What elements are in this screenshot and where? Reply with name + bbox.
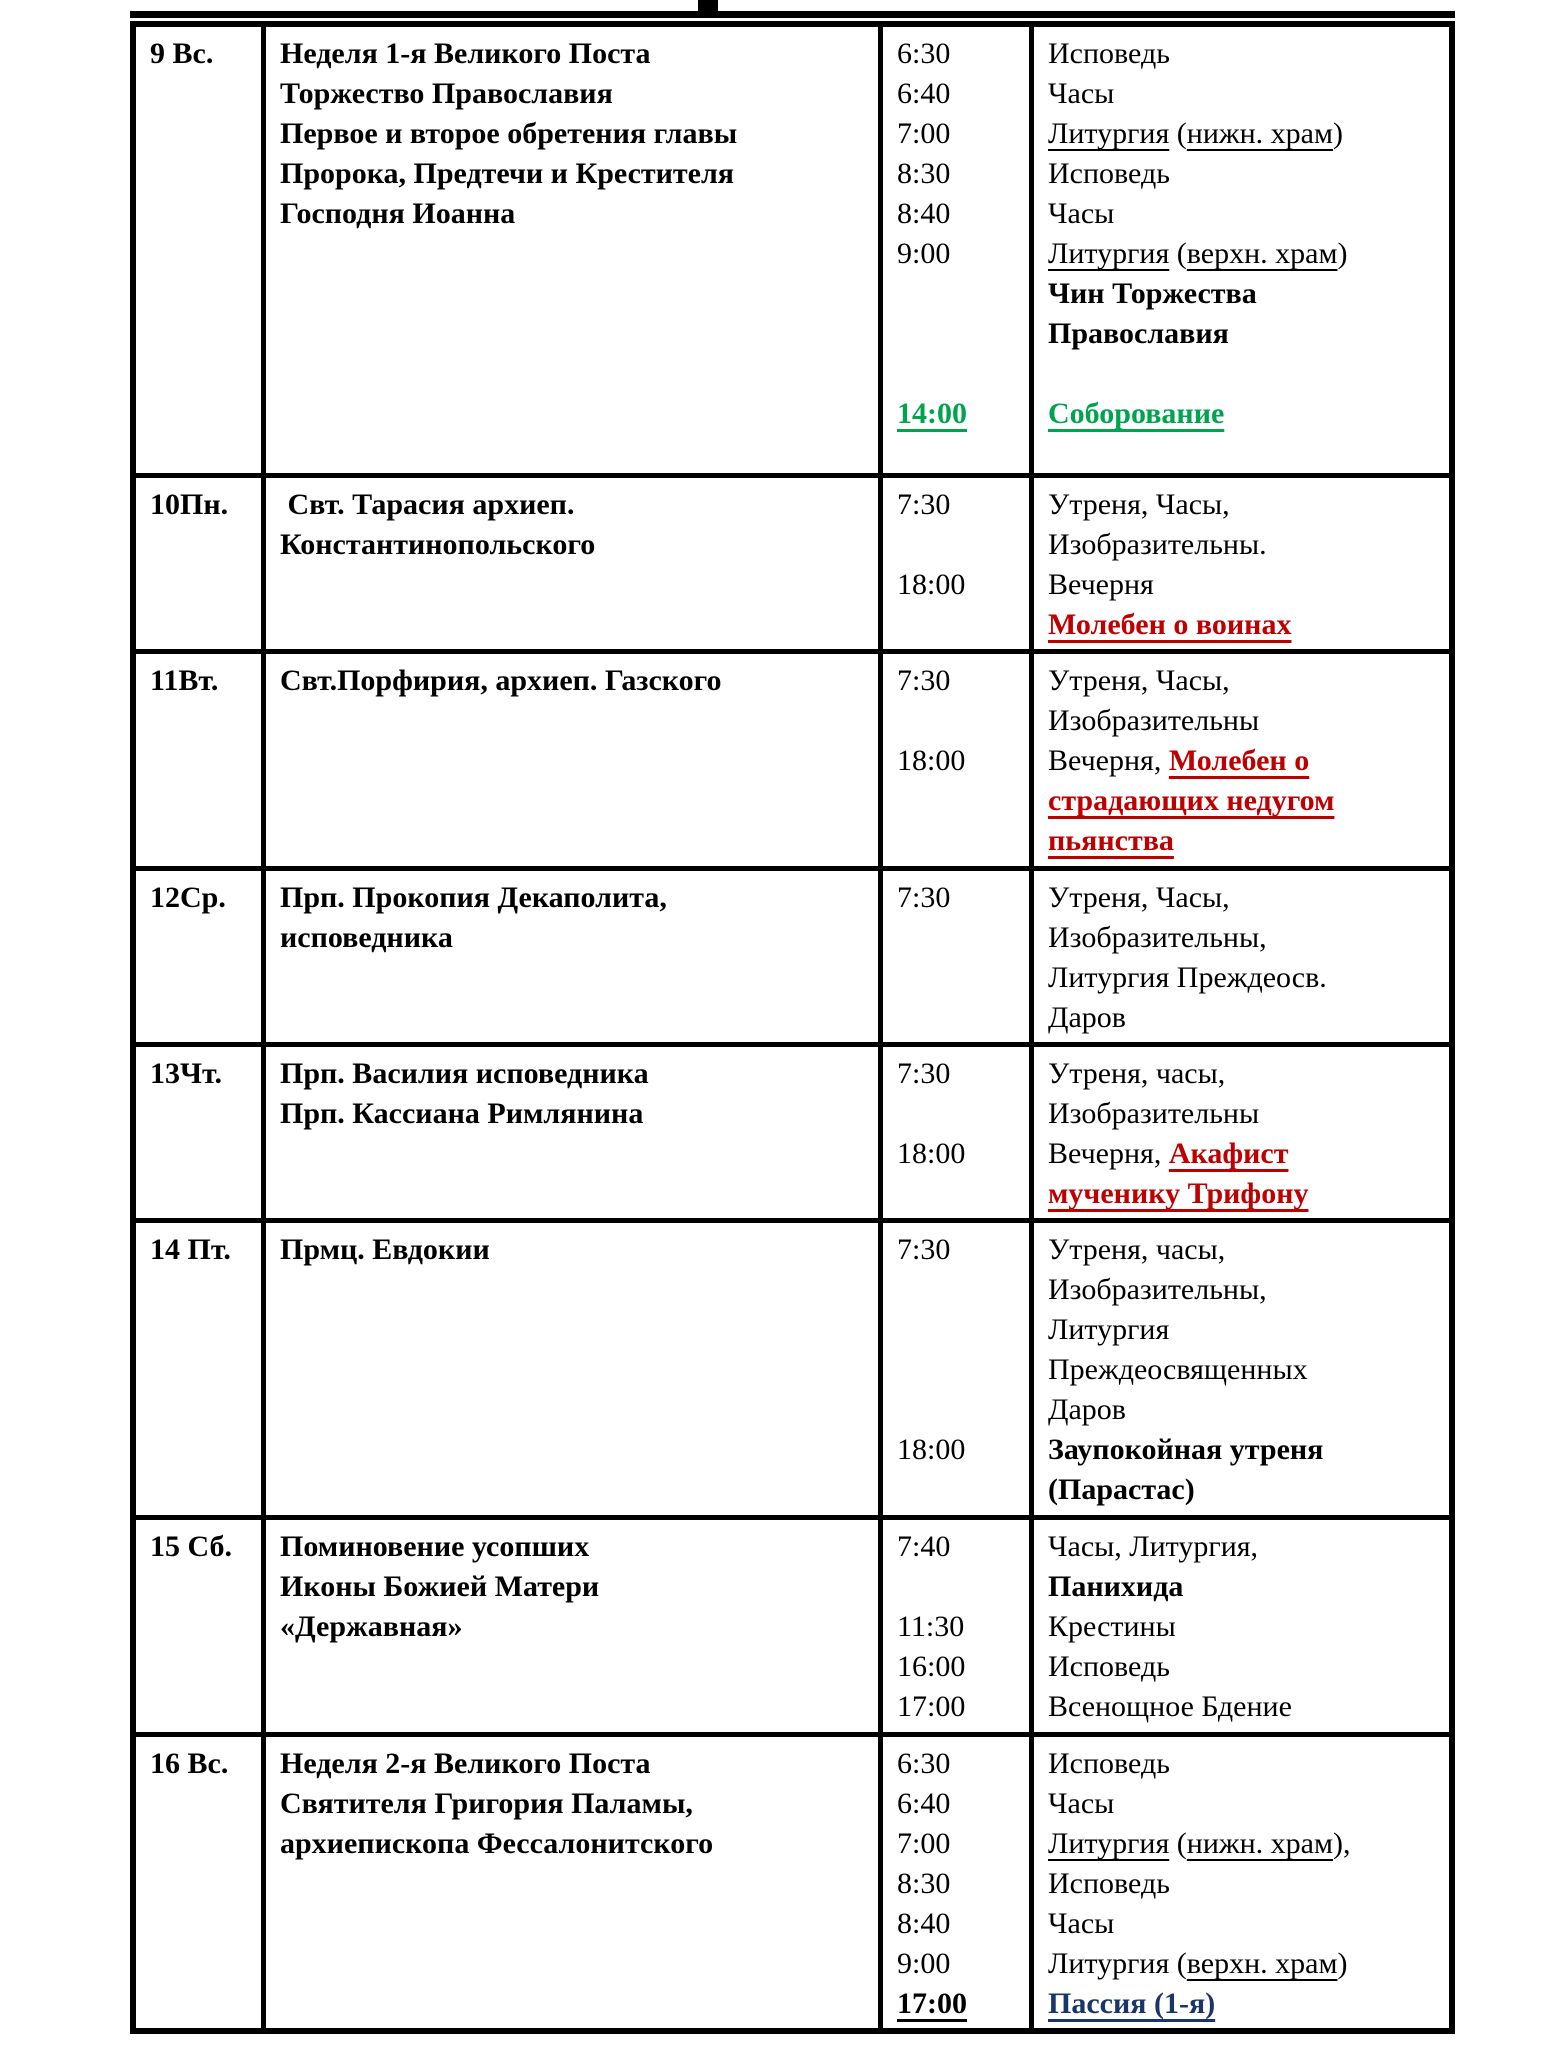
service-line bbox=[1048, 1784, 1441, 1824]
services-cell bbox=[1029, 1737, 1449, 2028]
service-line bbox=[1048, 1310, 1441, 1350]
time-value bbox=[897, 821, 1021, 861]
time-value bbox=[897, 114, 1021, 154]
service-line bbox=[1048, 1094, 1441, 1134]
times-cell bbox=[878, 654, 1029, 866]
services-cell bbox=[1029, 1223, 1449, 1515]
text-run: 9:00 bbox=[897, 1947, 951, 1980]
text-run: Молебен о bbox=[1168, 744, 1310, 777]
service-line bbox=[1048, 1647, 1441, 1687]
service-line bbox=[1048, 1350, 1441, 1390]
text-run: 17:00 bbox=[897, 1987, 967, 2020]
time-value bbox=[897, 394, 1021, 434]
text-run: ) bbox=[1332, 117, 1343, 150]
time-value bbox=[897, 661, 1021, 701]
time-value bbox=[897, 1174, 1021, 1214]
schedule-row bbox=[136, 1732, 1449, 2028]
text-run: Исповедь bbox=[1048, 1747, 1170, 1780]
service-line bbox=[1048, 661, 1441, 701]
time-value bbox=[897, 194, 1021, 234]
text-run: 14:00 bbox=[897, 397, 967, 430]
text-run: 18:00 bbox=[897, 568, 966, 601]
text-run: Вечерня, bbox=[1048, 1137, 1169, 1170]
service-line bbox=[1048, 958, 1441, 998]
text-run: Утреня, Часы, bbox=[1048, 488, 1230, 521]
times-cell bbox=[878, 1047, 1029, 1218]
feast-line: Прп. Василия исповедника bbox=[280, 1057, 649, 1090]
time-value bbox=[897, 1744, 1021, 1784]
feast-cell bbox=[261, 1223, 878, 1515]
text-run: 7:40 bbox=[897, 1530, 951, 1563]
feast-line: Свт.Порфирия, архиеп. Газского bbox=[280, 664, 722, 697]
times-cell bbox=[878, 27, 1029, 473]
service-line bbox=[1048, 1567, 1441, 1607]
time-value bbox=[897, 1687, 1021, 1727]
text-run: Литургия bbox=[1048, 117, 1170, 150]
services-cell bbox=[1029, 654, 1449, 866]
text-run: Литургия bbox=[1048, 237, 1170, 270]
feast-line: Прп. Прокопия Декаполита, bbox=[280, 881, 667, 914]
services-cell bbox=[1029, 1520, 1449, 1732]
schedule-table bbox=[130, 21, 1455, 2034]
service-line bbox=[1048, 998, 1441, 1038]
time-value bbox=[897, 1784, 1021, 1824]
services-cell bbox=[1029, 478, 1449, 649]
text-run: страдающих недугом bbox=[1048, 784, 1335, 817]
service-line bbox=[1048, 1687, 1441, 1727]
text-run: 7:30 bbox=[897, 881, 951, 914]
time-value bbox=[897, 1134, 1021, 1174]
text-run: 16:00 bbox=[897, 1650, 966, 1683]
text-run: 7:30 bbox=[897, 664, 951, 697]
text-run: 8:30 bbox=[897, 1867, 951, 1900]
text-run: Исповедь bbox=[1048, 1650, 1170, 1683]
feast-line: «Державная» bbox=[280, 1610, 463, 1643]
feast-line: Пророка, Предтечи и Крестителя bbox=[280, 157, 735, 190]
table-top-border-band bbox=[130, 11, 1455, 18]
text-run: Часы bbox=[1048, 1907, 1115, 1940]
text-run: 8:40 bbox=[897, 197, 951, 230]
time-value bbox=[897, 1430, 1021, 1470]
services-cell bbox=[1029, 871, 1449, 1042]
service-line bbox=[1048, 114, 1441, 154]
service-line bbox=[1048, 1270, 1441, 1310]
service-line bbox=[1048, 741, 1441, 781]
service-line bbox=[1048, 605, 1441, 645]
text-run: 17:00 bbox=[897, 1690, 966, 1723]
text-run: 18:00 bbox=[897, 1433, 966, 1466]
text-run: Изобразительны bbox=[1048, 704, 1260, 737]
service-line bbox=[1048, 821, 1441, 861]
text-run: Утреня, часы, bbox=[1048, 1233, 1226, 1266]
time-value bbox=[897, 878, 1021, 918]
text-run: Изобразительны. bbox=[1048, 528, 1267, 561]
text-run: (Парастас) bbox=[1048, 1473, 1195, 1506]
text-run: 18:00 bbox=[897, 1137, 966, 1170]
time-value bbox=[897, 1567, 1021, 1607]
time-value bbox=[897, 274, 1021, 314]
service-line bbox=[1048, 354, 1441, 394]
text-run: 7:30 bbox=[897, 1057, 951, 1090]
day-cell: 10Пн. bbox=[150, 488, 229, 521]
time-value bbox=[897, 958, 1021, 998]
text-run: ), bbox=[1332, 1827, 1351, 1860]
time-value bbox=[897, 998, 1021, 1038]
text-run: верхн. храм bbox=[1186, 1947, 1338, 1980]
schedule-row bbox=[136, 1515, 1449, 1732]
text-run: 6:40 bbox=[897, 1787, 951, 1820]
service-line bbox=[1048, 1230, 1441, 1270]
text-run: 7:00 bbox=[897, 117, 951, 150]
text-run: нижн. храм bbox=[1186, 117, 1333, 150]
text-run: ( bbox=[1169, 1827, 1187, 1860]
service-line bbox=[1048, 1174, 1441, 1214]
time-value bbox=[897, 1607, 1021, 1647]
text-run: Вечерня, bbox=[1048, 744, 1169, 777]
time-value bbox=[897, 741, 1021, 781]
service-line bbox=[1048, 34, 1441, 74]
time-value bbox=[897, 485, 1021, 525]
text-run: мученику Трифону bbox=[1048, 1177, 1309, 1210]
service-line bbox=[1048, 1744, 1441, 1784]
text-run: Исповедь bbox=[1048, 157, 1170, 190]
service-line bbox=[1048, 1430, 1441, 1470]
time-value bbox=[897, 1230, 1021, 1270]
text-run: Литургия bbox=[1048, 1827, 1170, 1860]
schedule-row bbox=[136, 473, 1449, 649]
time-value bbox=[897, 1270, 1021, 1310]
feast-line: Первое и второе обретения главы bbox=[280, 117, 738, 150]
day-cell: 16 Вс. bbox=[150, 1747, 229, 1780]
service-line bbox=[1048, 1824, 1441, 1864]
time-value bbox=[897, 525, 1021, 565]
text-run: Чин Торжества bbox=[1048, 277, 1257, 310]
text-run: 8:30 bbox=[897, 157, 951, 190]
text-run: ( bbox=[1169, 117, 1187, 150]
feast-line: Неделя 2-я Великого Поста bbox=[280, 1747, 651, 1780]
service-line bbox=[1048, 1390, 1441, 1430]
time-value bbox=[897, 74, 1021, 114]
service-line bbox=[1048, 1470, 1441, 1510]
time-value bbox=[897, 234, 1021, 274]
time-value bbox=[897, 1310, 1021, 1350]
feast-line: Прп. Кассиана Римлянина bbox=[280, 1097, 644, 1130]
text-run: верхн. храм bbox=[1186, 237, 1338, 270]
service-line bbox=[1048, 701, 1441, 741]
text-run: Литургия bbox=[1048, 1313, 1170, 1346]
text-run: Заупокойная утреня bbox=[1048, 1433, 1324, 1466]
time-value bbox=[897, 1864, 1021, 1904]
times-cell bbox=[878, 478, 1029, 649]
time-value bbox=[897, 1470, 1021, 1510]
text-run: Часы, Литургия, bbox=[1048, 1530, 1259, 1563]
service-line bbox=[1048, 314, 1441, 354]
text-run: 9:00 bbox=[897, 237, 951, 270]
service-line bbox=[1048, 394, 1441, 434]
day-cell: 15 Сб. bbox=[150, 1530, 233, 1563]
text-run: 11:30 bbox=[897, 1610, 965, 1643]
time-value bbox=[897, 34, 1021, 74]
text-run: Соборование bbox=[1048, 397, 1225, 430]
service-line bbox=[1048, 565, 1441, 605]
service-line bbox=[1048, 1984, 1441, 2024]
time-value bbox=[897, 605, 1021, 645]
text-run: Преждеосвященных bbox=[1048, 1353, 1308, 1386]
time-value bbox=[897, 1984, 1021, 2024]
text-run: Часы bbox=[1048, 1787, 1115, 1820]
text-run: Утреня, Часы, bbox=[1048, 664, 1230, 697]
time-value bbox=[897, 1647, 1021, 1687]
feast-line: Неделя 1-я Великого Поста bbox=[280, 37, 651, 70]
time-value bbox=[897, 354, 1021, 394]
text-run: Исповедь bbox=[1048, 37, 1170, 70]
times-cell bbox=[878, 871, 1029, 1042]
service-line bbox=[1048, 485, 1441, 525]
time-value bbox=[897, 1527, 1021, 1567]
feast-line: Константинопольского bbox=[280, 528, 596, 561]
text-run: 6:30 bbox=[897, 37, 951, 70]
times-cell bbox=[878, 1520, 1029, 1732]
text-run: Пассия (1-я) bbox=[1048, 1987, 1216, 2020]
time-value bbox=[897, 1944, 1021, 1984]
text-run: Молебен о воинах bbox=[1048, 608, 1292, 641]
feast-line: Свт. Тарасия архиеп. bbox=[280, 488, 575, 521]
text-run: Исповедь bbox=[1048, 1867, 1170, 1900]
schedule-row bbox=[136, 1218, 1449, 1515]
feast-line: Прмц. Евдокии bbox=[280, 1233, 490, 1266]
service-line bbox=[1048, 525, 1441, 565]
service-line bbox=[1048, 234, 1441, 274]
text-run: Изобразительны, bbox=[1048, 921, 1267, 954]
day-cell: 13Чт. bbox=[150, 1057, 222, 1090]
feast-line: Торжество Православия bbox=[280, 77, 613, 110]
feast-cell bbox=[261, 478, 878, 649]
day-cell: 9 Вс. bbox=[150, 37, 214, 70]
text-run: Литургия ( bbox=[1048, 1947, 1187, 1980]
text-run: Даров bbox=[1048, 1001, 1126, 1034]
text-run: 7:00 bbox=[897, 1827, 951, 1860]
time-value bbox=[897, 1824, 1021, 1864]
feast-cell bbox=[261, 1047, 878, 1218]
time-value bbox=[897, 701, 1021, 741]
time-value bbox=[897, 565, 1021, 605]
service-line bbox=[1048, 781, 1441, 821]
feast-cell bbox=[261, 871, 878, 1042]
time-value bbox=[897, 1904, 1021, 1944]
service-line bbox=[1048, 74, 1441, 114]
day-cell: 11Вт. bbox=[150, 664, 219, 697]
feast-line: архиепископа Фессалонитского bbox=[280, 1827, 714, 1860]
day-cell: 14 Пт. bbox=[150, 1233, 231, 1266]
services-cell bbox=[1029, 1047, 1449, 1218]
feast-line: Святителя Григория Паламы, bbox=[280, 1787, 693, 1820]
text-run: 6:30 bbox=[897, 1747, 951, 1780]
time-value bbox=[897, 918, 1021, 958]
text-run: 6:40 bbox=[897, 77, 951, 110]
service-line bbox=[1048, 1054, 1441, 1094]
text-run: Изобразительны, bbox=[1048, 1273, 1267, 1306]
schedule-row bbox=[136, 1042, 1449, 1218]
feast-line: исповедника bbox=[280, 921, 453, 954]
text-run: ( bbox=[1169, 237, 1187, 270]
feast-line: Господня Иоанна bbox=[280, 197, 516, 230]
day-cell: 12Ср. bbox=[150, 881, 226, 914]
text-run: Панихида bbox=[1048, 1570, 1184, 1603]
text-run: Изобразительны bbox=[1048, 1097, 1260, 1130]
times-cell bbox=[878, 1737, 1029, 2028]
text-run: 7:30 bbox=[897, 1233, 951, 1266]
text-run: Акафист bbox=[1168, 1137, 1289, 1170]
service-line bbox=[1048, 1607, 1441, 1647]
service-line bbox=[1048, 878, 1441, 918]
text-run: Вечерня bbox=[1048, 568, 1154, 601]
time-value bbox=[897, 1094, 1021, 1134]
text-run: Всенощное Бдение bbox=[1048, 1690, 1292, 1723]
service-line bbox=[1048, 1944, 1441, 1984]
schedule-row bbox=[136, 649, 1449, 866]
time-value bbox=[897, 1054, 1021, 1094]
text-run: Часы bbox=[1048, 77, 1115, 110]
time-value bbox=[897, 154, 1021, 194]
text-run: ) bbox=[1337, 237, 1348, 270]
feast-line: Иконы Божией Матери bbox=[280, 1570, 600, 1603]
time-value bbox=[897, 314, 1021, 354]
text-run: Православия bbox=[1048, 317, 1229, 350]
service-line bbox=[1048, 1904, 1441, 1944]
time-value bbox=[897, 781, 1021, 821]
schedule-row bbox=[136, 866, 1449, 1042]
text-run: Утреня, Часы, bbox=[1048, 881, 1230, 914]
service-line bbox=[1048, 1527, 1441, 1567]
schedule-row bbox=[136, 27, 1449, 473]
services-cell bbox=[1029, 27, 1449, 473]
service-line bbox=[1048, 154, 1441, 194]
text-run: Часы bbox=[1048, 197, 1115, 230]
text-run: 18:00 bbox=[897, 744, 966, 777]
text-run: нижн. храм bbox=[1186, 1827, 1333, 1860]
feast-cell bbox=[261, 1737, 878, 2028]
feast-line: Поминовение усопших bbox=[280, 1530, 590, 1563]
text-run: пьянства bbox=[1048, 824, 1174, 857]
text-run: Крестины bbox=[1048, 1610, 1176, 1643]
feast-cell bbox=[261, 654, 878, 866]
text-run: 8:40 bbox=[897, 1907, 951, 1940]
text-run: 7:30 bbox=[897, 488, 951, 521]
feast-cell bbox=[261, 1520, 878, 1732]
service-line bbox=[1048, 918, 1441, 958]
text-run: ) bbox=[1337, 1947, 1348, 1980]
time-value bbox=[897, 1350, 1021, 1390]
times-cell bbox=[878, 1223, 1029, 1515]
text-run: Утреня, часы, bbox=[1048, 1057, 1226, 1090]
service-line bbox=[1048, 274, 1441, 314]
service-line bbox=[1048, 1134, 1441, 1174]
text-run: Литургия Преждеосв. bbox=[1048, 961, 1327, 994]
text-run: Даров bbox=[1048, 1393, 1126, 1426]
time-value bbox=[897, 1390, 1021, 1430]
feast-cell bbox=[261, 27, 878, 473]
service-line bbox=[1048, 194, 1441, 234]
service-line bbox=[1048, 1864, 1441, 1904]
